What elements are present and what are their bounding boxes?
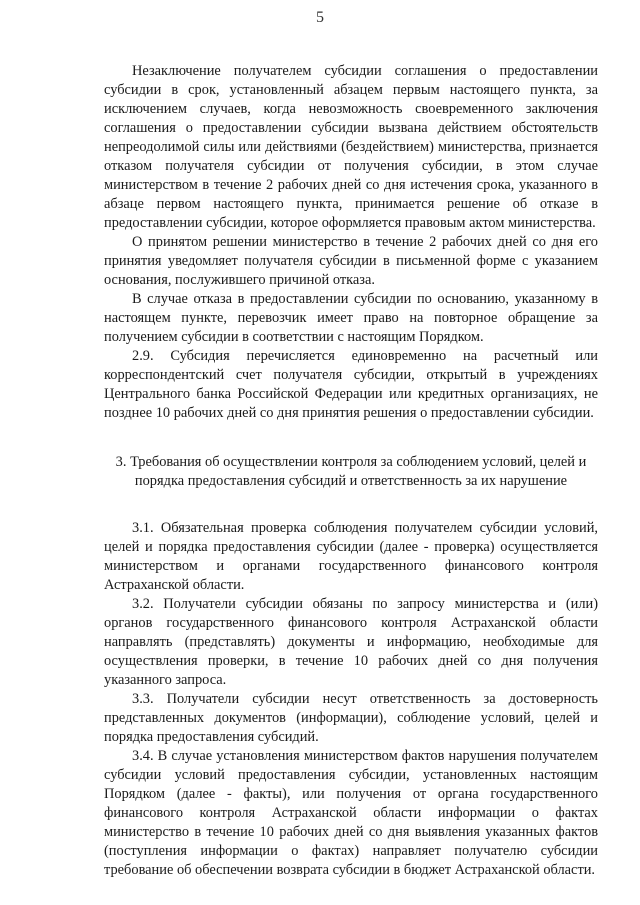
paragraph-3-3: 3.3. Получатели субсидии несут ответственность за достоверность представленных документов (информации), соблюдение условий, целей и порядка предоставления субсидий. xyxy=(104,691,598,745)
paragraph-repeat-application: В случае отказа в предоставлении субсидии по основанию, указанному в настоящем пункте, перевозчик имеет право на повторное обращение за получением субсидии в соответствии с настоящим Порядком. xyxy=(104,291,598,345)
section-3-heading: 3. Требования об осуществлении контроля за соблюдением условий, целей и порядка предоставления субсидий и ответственность за их нарушение xyxy=(115,454,587,489)
document-body xyxy=(104,62,598,880)
paragraph-3-4: 3.4. В случае установления министерством фактов нарушения получателем субсидии условий предоставления субсидии, установленных настоящим Порядком (далее - факты), или получения от органа государственного финансового контроля Астраханской области информации о фактах министерство в течение 10 рабочих дней со дня выявления указанных фактов (поступления информации о фактах) направляет получателю субсидии требование об обеспечении возврата субсидии в бюджет Астраханской области. xyxy=(104,748,598,878)
paragraph-contract-refusal: Незаключение получателем субсидии соглашения о предоставлении субсидии в срок, установленный абзацем первым настоящего пункта, за исключением случаев, когда невозможность своевременного заключения соглашения о предоставлении субсидии вызвана действием обстоятельств непреодолимой силы или действиями (бездействием) министерства, признается отказом получателя субсидии от получения субсидии, в этом случае министерством в течение 2 рабочих дней со дня истечения срока, указанного в абзаце первом настоящего пункта, принимается решение об отказе в предоставлении субсидии, которое оформляется правовым актом министерства. xyxy=(104,63,598,231)
paragraph-2-9: 2.9. Субсидия перечисляется единовременно на расчетный или корреспондентский счет получателя субсидии, открытый в учреждениях Центрального банка Российской Федерации или кредитных организациях, не позднее 10 рабочих дней со дня принятия решения о предоставлении субсидии. xyxy=(104,348,598,421)
paragraph-3-2: 3.2. Получатели субсидии обязаны по запросу министерства и (или) органов государственного финансового контроля Астраханской области направлять (представлять) документы и информацию, необходимые для осуществления проверки, в течение 10 рабочих дней со дня получения указанного запроса. xyxy=(104,596,598,688)
paragraph-3-1: 3.1. Обязательная проверка соблюдения получателем субсидии условий, целей и порядка предоставления субсидии (далее - проверка) осуществляется министерством и органами государственного финансового контроля Астраханской области. xyxy=(104,520,598,593)
page-number: 5 xyxy=(316,9,324,26)
paragraph-refusal-notification: О принятом решении министерство в течение 2 рабочих дней со дня его принятия уведомляет получателя субсидии в письменной форме с указанием основания, послужившего причиной отказа. xyxy=(104,234,598,288)
